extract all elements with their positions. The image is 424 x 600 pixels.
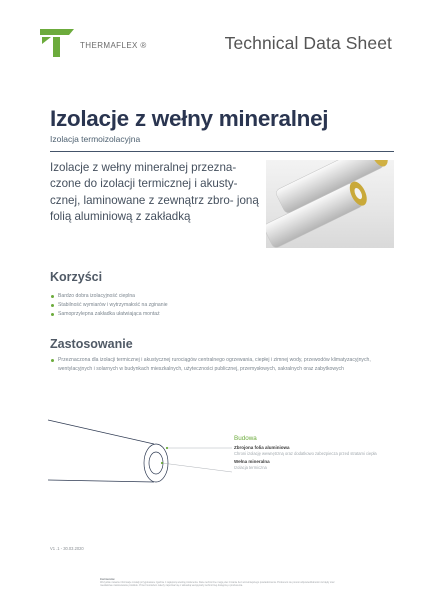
intro-text: Izolacje z wełny mineralnej przezna- czone do izolacji termicznej i akusty- cznej, laminowane z zewnątrz zbro- joną folią aluminiową z zakładką bbox=[50, 161, 259, 224]
page-subtitle: Izolacja termoizolacyjna bbox=[50, 134, 141, 144]
layer-description: Izolacja termiczna bbox=[234, 465, 267, 470]
product-photo bbox=[266, 160, 394, 248]
brand-name: THERMAFLEX ® bbox=[80, 41, 147, 50]
version-label: V1 .1 - 30.03.2020 bbox=[50, 546, 84, 551]
page-title: Izolacje z wełny mineralnej bbox=[50, 106, 329, 131]
layer-name: Zbrojona folia aluminiowa bbox=[234, 445, 290, 450]
list-item: Samoprzylepna zakładka ułatwiająca montaż bbox=[50, 310, 380, 319]
title-divider bbox=[50, 151, 394, 152]
applications-list bbox=[50, 356, 380, 373]
header bbox=[0, 0, 424, 70]
list-item: Stabilność wymiarów i wytrzymałość na zginanie bbox=[50, 301, 380, 310]
layer-name: Wełna mineralna bbox=[234, 459, 270, 464]
pipe-construction-diagram bbox=[46, 414, 236, 496]
applications-heading: Zastosowanie bbox=[50, 337, 133, 351]
list-item: Przeznaczona dla izolacji termicznej i akustycznej rurociągów centralnego ogrzewania, ciepłej i zimnej wody, przewodów klimatyzacyjnych, wentylacyjnych i solarnych w budynkach mieszkalnych, użyteczności publicznej, przemysłowych, sakralnych oraz zabytkowych bbox=[50, 356, 380, 373]
disclaimer-text: Wszystkie zawarte informacje zostały przygotowane zgodnie z najlepszą wiedzą producenta. Dane techniczne mogą ulec zmianie bez wcześniejszego powiadomienia. Producent nie ponosi odpowiedzialności za błędy oraz niewłaściwe zastosowanie produktu. Przed montażem należy zapoznać się z aktualną wersją karty technicznej dostępną u producenta. bbox=[100, 581, 335, 588]
pipe-insulation-image bbox=[266, 160, 394, 248]
disclaimer-heading: Zastrzeżenie: bbox=[100, 578, 116, 581]
disclaimer bbox=[100, 578, 340, 588]
construction-legend bbox=[234, 435, 384, 473]
layer-description: Chroni izolację wewnętrzną oraz dodatkowo zabezpiecza przed stratami ciepła bbox=[234, 451, 377, 456]
list-item: Bardzo dobra izolacyjność cieplna bbox=[50, 292, 380, 301]
benefits-list bbox=[50, 292, 380, 319]
document-type: Technical Data Sheet bbox=[224, 33, 392, 53]
benefits-heading: Korzyści bbox=[50, 270, 103, 284]
construction-heading: Budowa bbox=[234, 435, 257, 442]
thermaflex-logo-icon bbox=[40, 28, 76, 58]
